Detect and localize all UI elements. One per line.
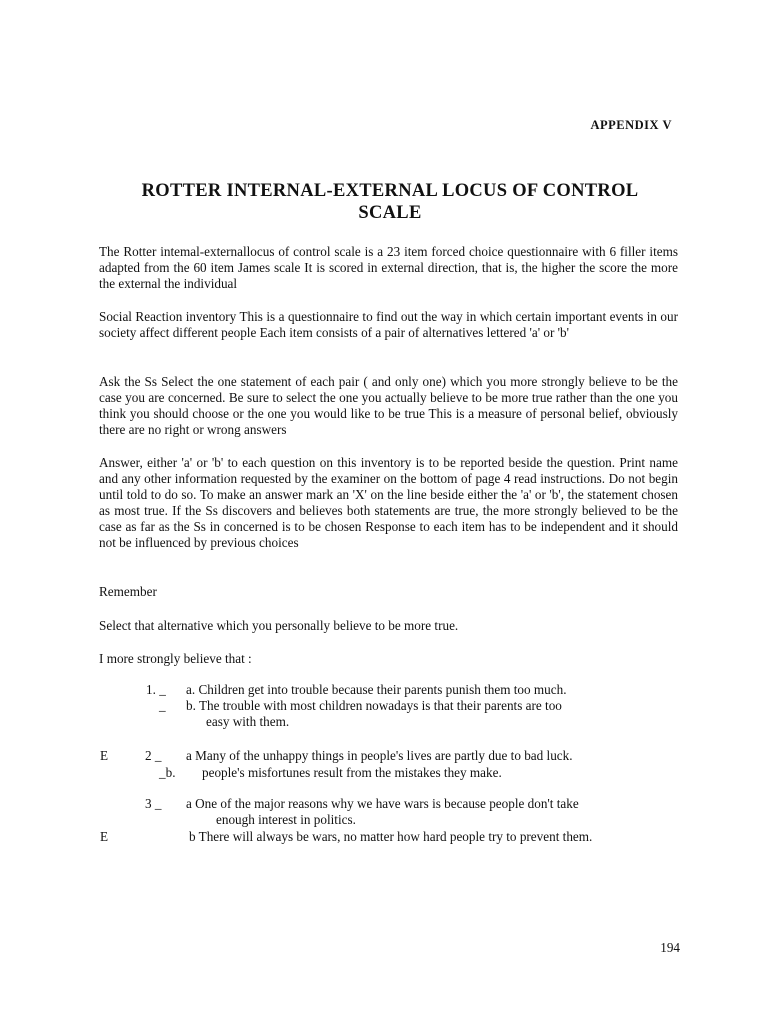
- question-number: 3 _: [145, 796, 162, 811]
- option-a-text: a. Children get into trouble because their parents punish them too much.: [186, 682, 567, 697]
- scoring-mark: E: [100, 829, 109, 844]
- page-title: [90, 180, 690, 224]
- option-a-continuation: enough interest in politics.: [216, 812, 356, 827]
- select-instruction: Select that alternative which you personally believe to be more true.: [99, 618, 459, 633]
- question-number: 1. _: [146, 682, 166, 697]
- option-b-continuation: easy with them.: [206, 714, 290, 729]
- answer-paragraph: Answer, either 'a' or 'b' to each question on this inventory is to be reported beside the question. Print name and any other information requested by the examiner on the bottom of page 4 read instructions. Do not begin until told to do so. To make an answer mark an 'X' on the line beside either the 'a' or 'b', the statement chosen as most true. If the Ss discovers and believes both statements are true, the more strongly believed to be the case as far as the Ss in concerned is to be chosen Response to each item has to be independent and it should not be influenced by previous choices: [99, 455, 678, 550]
- question-number: 2 _: [145, 748, 162, 763]
- social-reaction-paragraph: Social Reaction inventory This is a questionnaire to find out the way in which certain important events in our society affect different people Each item consists of a pair of alternatives lettered 'a' or 'b': [99, 309, 678, 340]
- answer-blank: _: [159, 698, 166, 713]
- option-b-text: people's misfortunes result from the mistakes they make.: [202, 765, 502, 780]
- option-b-text: b. The trouble with most children nowadays is that their parents are too: [186, 698, 562, 713]
- page-number: 194: [660, 940, 680, 955]
- answer-blank: _b.: [159, 765, 176, 780]
- title-line-1: ROTTER INTERNAL-EXTERNAL LOCUS OF CONTROL: [141, 181, 639, 201]
- instructions-paragraph: Ask the Ss Select the one statement of each pair ( and only one) which you more strongly believe to be the case you are concerned. Be sure to select the one you actually believe to be more true rather than the one you think you should choose or the one you would like to be true This is a measure of personal belief, obviously there are no right or wrong answers: [99, 374, 678, 437]
- option-b-text: b There will always be wars, no matter how hard people try to prevent them.: [189, 829, 593, 844]
- remember-text: Remember: [99, 584, 157, 599]
- title-line-2: SCALE: [358, 203, 422, 223]
- option-a-text: a One of the major reasons why we have wars is because people don't take: [186, 796, 579, 811]
- scoring-mark: E: [100, 748, 109, 763]
- option-a-text: a Many of the unhappy things in people's lives are partly due to bad luck.: [186, 748, 573, 763]
- intro-paragraph: The Rotter intemal-externallocus of control scale is a 23 item forced choice questionnaire with 6 filler items adapted from the 60 item James scale It is scored in external direction, that is, the higher the score the more the external the individual: [99, 244, 678, 291]
- believe-prompt: I more strongly believe that :: [99, 651, 252, 666]
- appendix-heading: APPENDIX V: [590, 118, 672, 132]
